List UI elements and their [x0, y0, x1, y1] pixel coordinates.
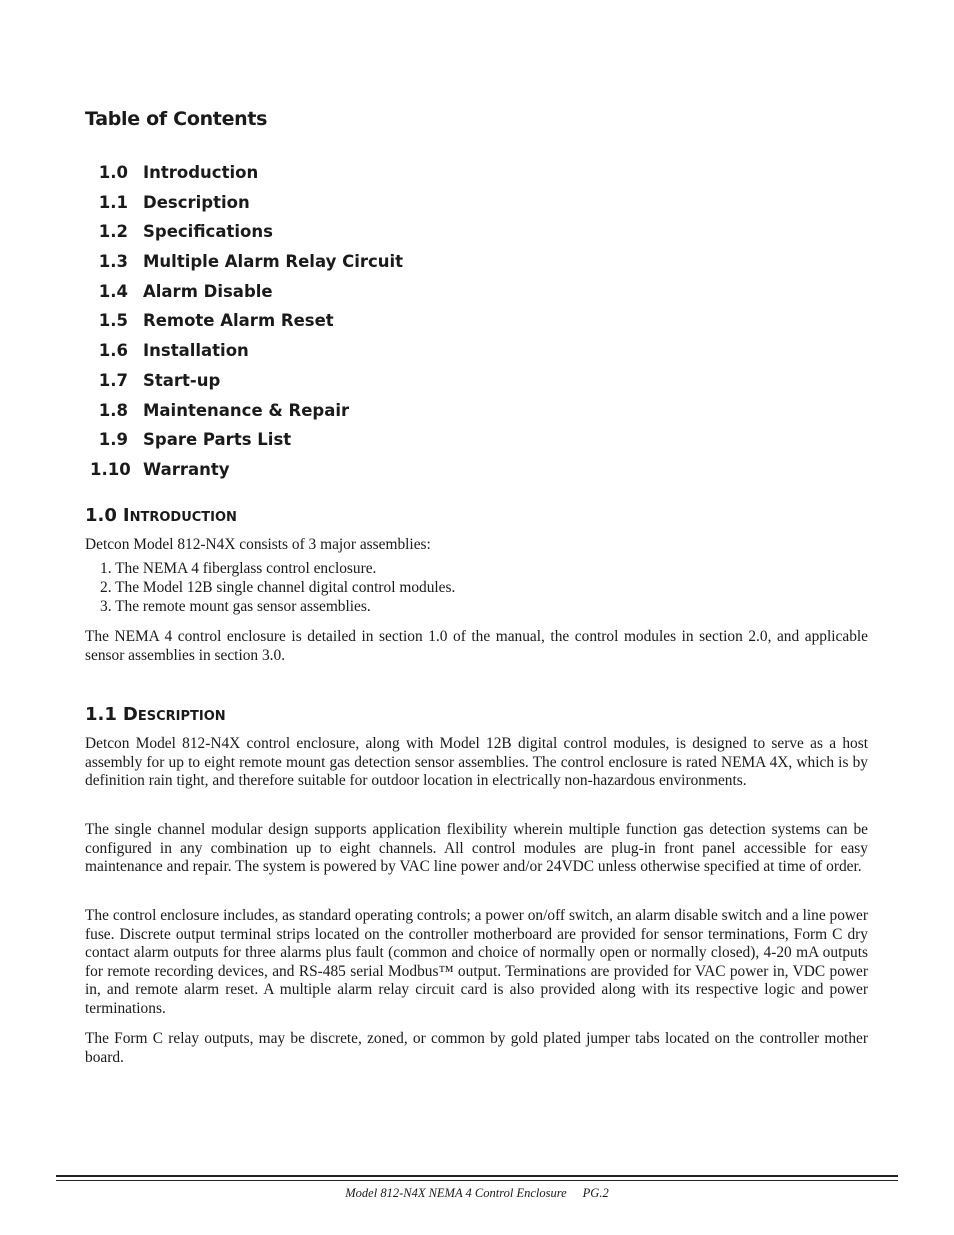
toc-title: Table of Contents — [85, 108, 268, 130]
toc-item-label: Description — [143, 192, 250, 212]
description-paragraph: Detcon Model 812-N4X control enclosure, along with Model 12B digital control modules, is designed to serve as a host assembly for up to eight remote mount gas detection sensor assemblies. The control enclosure is rated NEMA 4X, which is by definition rain tight, and therefore suitable for outdoor location in electrically non-hazardous environments. — [85, 735, 868, 790]
toc-item-number: 1.7 — [98, 370, 128, 390]
section-title: Introduction — [122, 505, 237, 526]
toc-item-number: 1.10 — [90, 459, 131, 479]
toc-item[interactable] — [90, 190, 403, 220]
description-paragraph: The Form C relay outputs, may be discrete, zoned, or common by gold plated jumper tabs located on the controller mother board. — [85, 1030, 868, 1066]
toc-item[interactable] — [90, 249, 403, 279]
toc-item-number: 1.6 — [98, 341, 128, 361]
page-number: PG.2 — [582, 1186, 609, 1200]
toc-item-number: 1.2 — [98, 222, 128, 242]
section-number: 1.0 — [85, 505, 117, 526]
introduction-lead: Detcon Model 812-N4X consists of 3 major assemblies: — [85, 536, 431, 553]
toc-item[interactable] — [90, 308, 403, 338]
description-paragraph: The single channel modular design supports application flexibility wherein multiple function gas detection systems can be configured in any combination up to eight channels. All control modules are plug-in front panel accessible for easy maintenance and repair. The system is powered by VAC line power and/or 24VDC unless otherwise specified at time of order. — [85, 821, 868, 876]
toc-item[interactable] — [90, 398, 403, 428]
toc-item-number: 1.4 — [98, 281, 128, 301]
toc-item[interactable] — [90, 219, 403, 249]
toc-item-label: Warranty — [143, 459, 230, 479]
introduction-heading — [85, 505, 237, 526]
toc-item[interactable] — [90, 160, 403, 190]
toc-item[interactable] — [90, 427, 403, 457]
toc-item-number: 1.1 — [98, 192, 128, 212]
toc-item[interactable] — [90, 279, 403, 309]
toc-item[interactable] — [90, 457, 403, 487]
toc-item-number: 1.5 — [98, 311, 128, 331]
section-title: Description — [122, 704, 226, 725]
footer-rule-thick — [56, 1175, 898, 1177]
description-paragraph: The control enclosure includes, as standard operating controls; a power on/off switch, an alarm disable switch and a line power fuse. Discrete output terminal strips located on the controller motherboard are provided for sensor terminations, Form C dry contact alarm outputs for three alarms plus fault (common and choice of normally open or normally closed), 4-20 mA outputs for remote recording devices, and RS-485 serial Modbus™ output. Terminations are provided for VAC power in, VDC power in, and remote alarm reset. A multiple alarm relay circuit card is also provided along with its respective logic and power terminations. — [85, 907, 868, 1017]
footer-rule-thin — [56, 1180, 898, 1181]
toc-item-label: Maintenance & Repair — [143, 400, 350, 420]
toc-item-label: Installation — [143, 341, 249, 361]
toc-item-label: Remote Alarm Reset — [143, 311, 334, 331]
description-heading — [85, 704, 226, 725]
toc-list — [90, 160, 403, 487]
list-item: 3. The remote mount gas sensor assemblies. — [100, 597, 371, 615]
toc-item-label: Multiple Alarm Relay Circuit — [143, 252, 404, 272]
introduction-paragraph: The NEMA 4 control enclosure is detailed in section 1.0 of the manual, the control modules in section 2.0, and applicable sensor assemblies in section 3.0. — [85, 628, 868, 664]
toc-item[interactable] — [90, 368, 403, 398]
toc-item-label: Spare Parts List — [143, 430, 292, 450]
toc-item-label: Start-up — [143, 370, 221, 390]
toc-item-label: Specifications — [143, 222, 273, 242]
toc-item-label: Alarm Disable — [143, 281, 273, 301]
toc-item-number: 1.3 — [98, 252, 128, 272]
page-footer — [0, 1186, 954, 1201]
toc-item-number: 1.0 — [98, 163, 128, 182]
toc-item-number: 1.8 — [98, 400, 128, 420]
assemblies-list — [100, 560, 455, 616]
footer-title: Model 812-N4X NEMA 4 Control Enclosure — [345, 1186, 567, 1200]
list-item: 2. The Model 12B single channel digital control modules. — [100, 578, 456, 596]
section-number: 1.1 — [85, 704, 117, 725]
toc-item-number: 1.9 — [98, 430, 128, 450]
list-item: 1. The NEMA 4 fiberglass control enclosure. — [100, 560, 377, 577]
toc-item[interactable] — [90, 338, 403, 368]
toc-item-label: Introduction — [143, 163, 259, 182]
